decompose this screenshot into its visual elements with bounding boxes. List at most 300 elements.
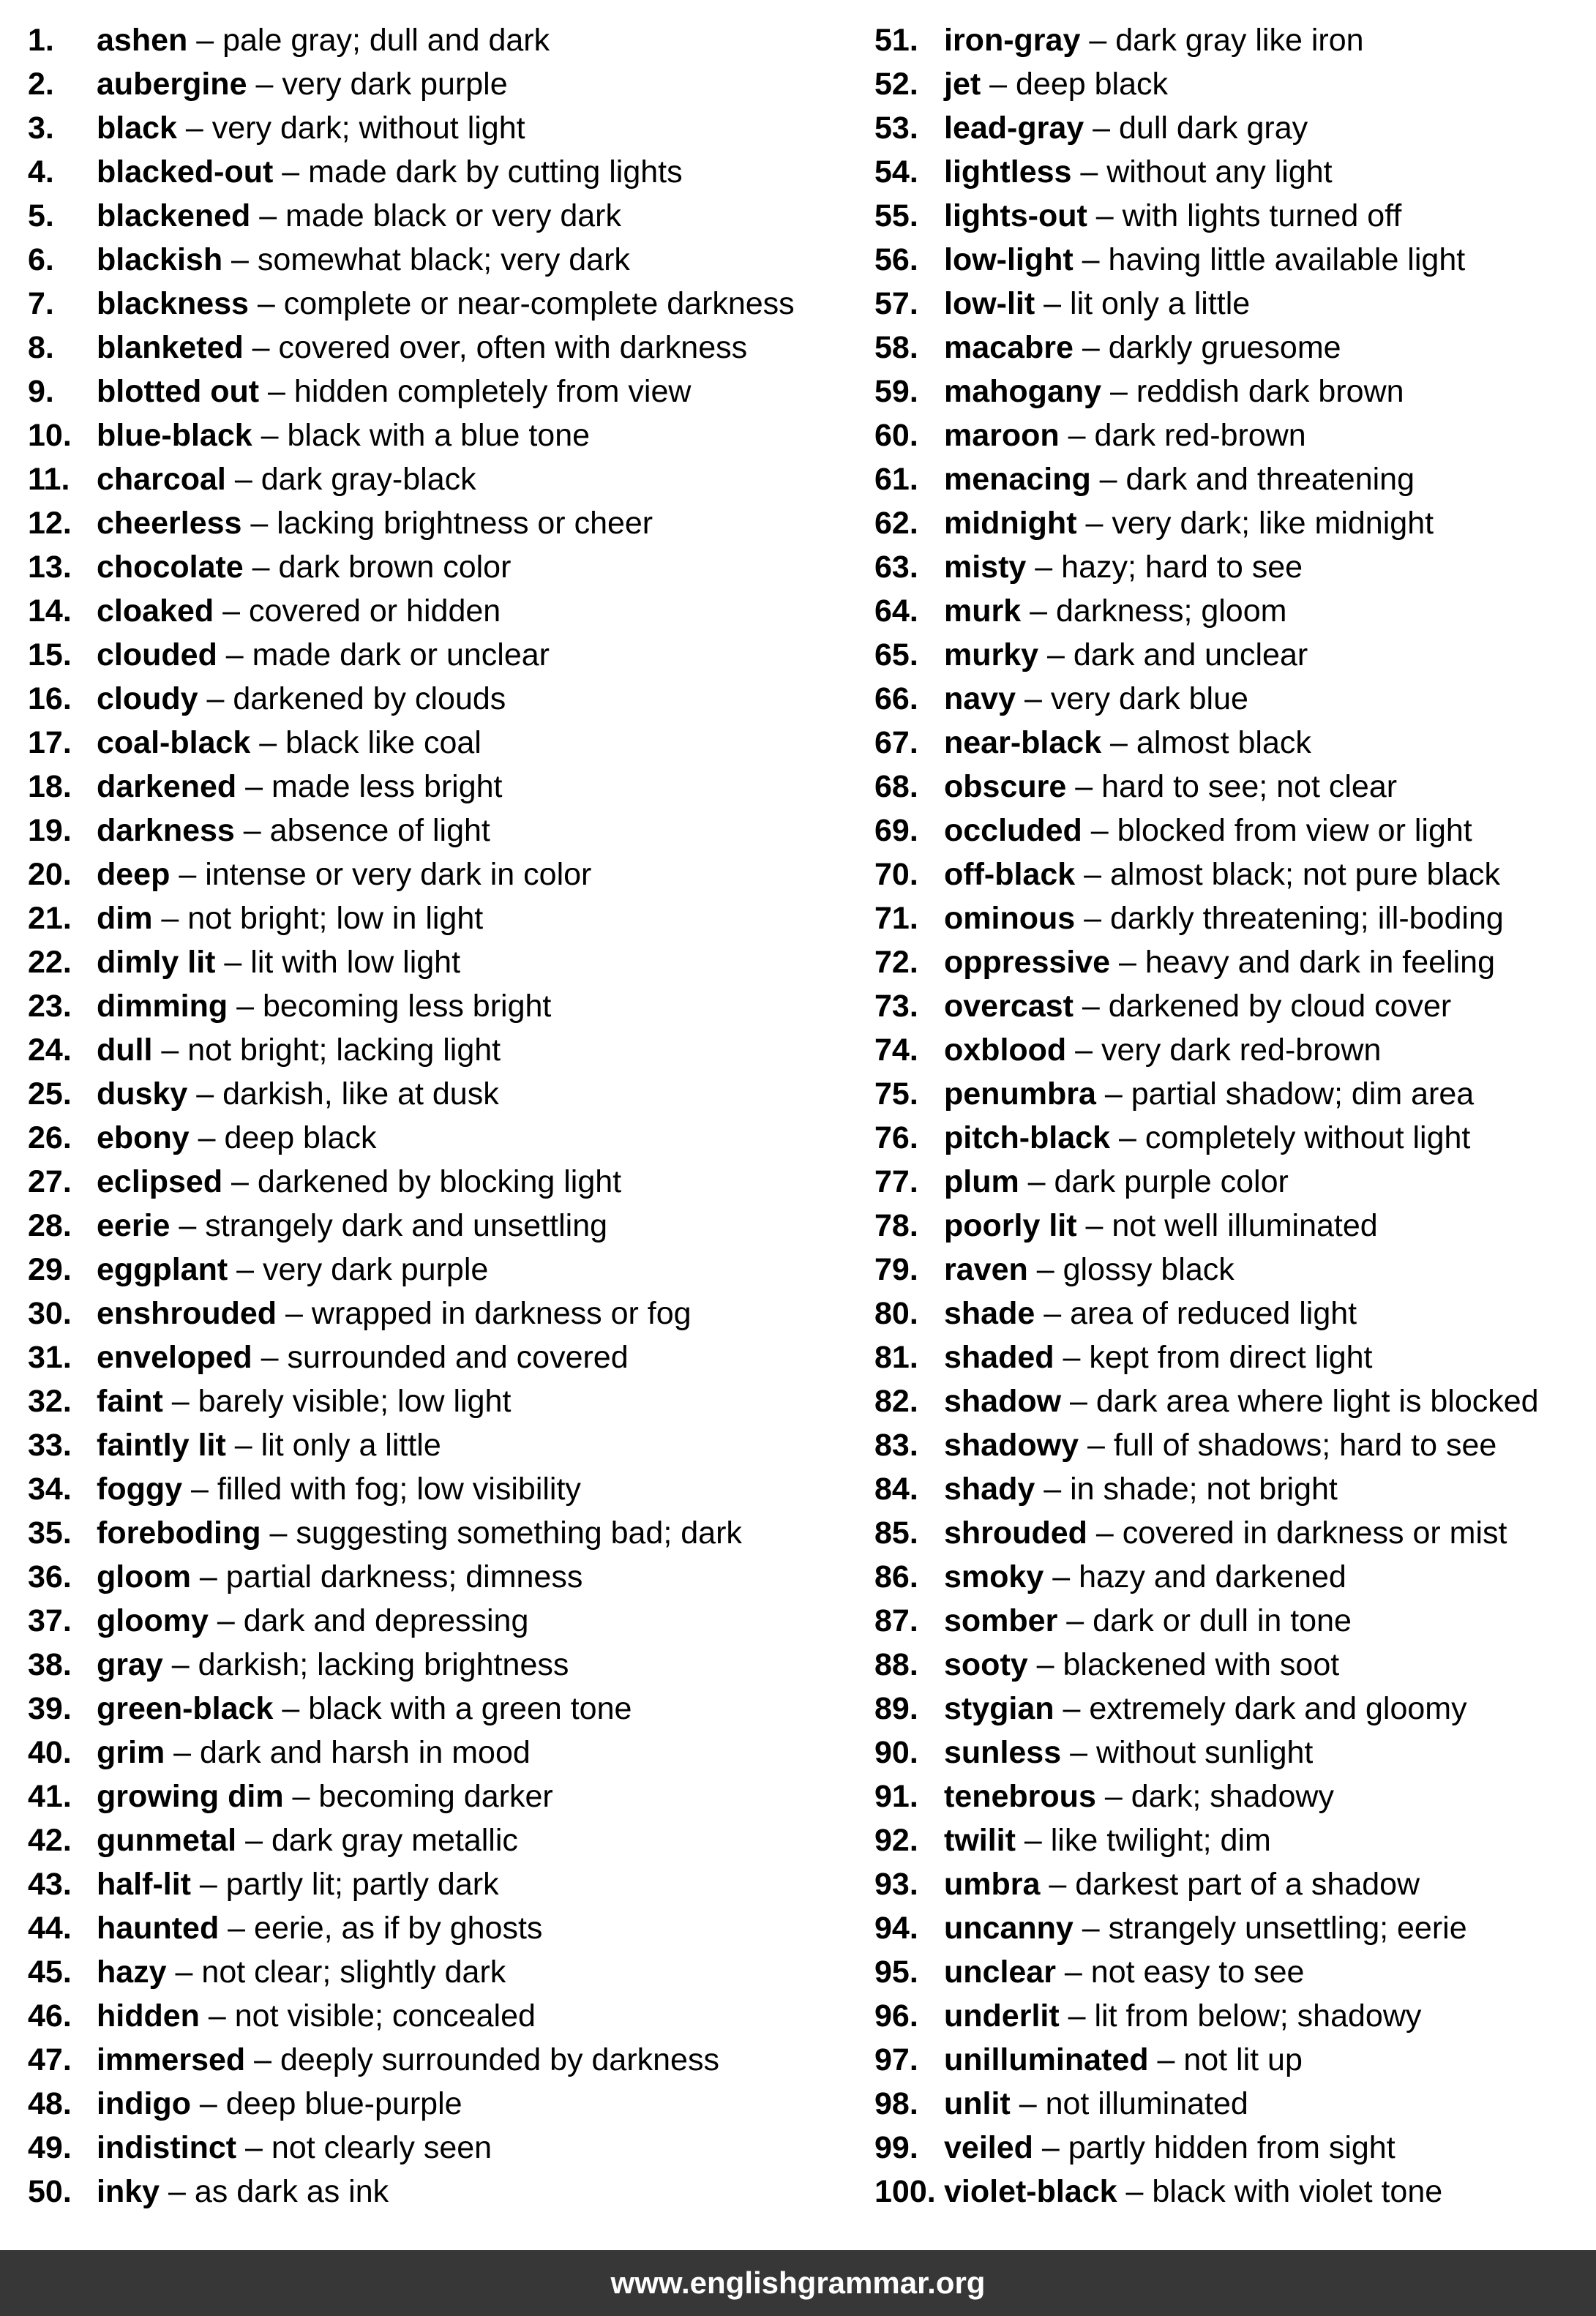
list-item	[874, 809, 1592, 852]
item-word: shade	[944, 1296, 1035, 1331]
item-definition: not clearly seen	[271, 2130, 492, 2165]
item-number: 56.	[874, 242, 918, 277]
item-word: underlit	[944, 1998, 1060, 2034]
item-word: stygian	[944, 1691, 1054, 1726]
list-item	[28, 589, 847, 633]
list-item	[28, 1028, 847, 1072]
item-definition: not easy to see	[1090, 1955, 1305, 1990]
dash-separator: –	[1061, 1384, 1096, 1419]
dash-separator: –	[1073, 989, 1109, 1024]
item-number: 94.	[874, 1911, 918, 1946]
dash-separator: –	[1035, 286, 1071, 321]
list-item	[28, 545, 847, 589]
item-word: aubergine	[97, 67, 247, 102]
item-word: faint	[97, 1384, 163, 1419]
item-word: indistinct	[97, 2130, 237, 2165]
item-number: 96.	[874, 1998, 918, 2034]
dash-separator: –	[1117, 2174, 1153, 2209]
item-definition: dark gray metallic	[271, 1823, 518, 1858]
list-item	[874, 370, 1592, 413]
dash-separator: –	[1075, 901, 1110, 936]
list-item	[874, 282, 1592, 326]
dash-separator: –	[152, 901, 188, 936]
item-number: 47.	[28, 2042, 72, 2077]
item-definition: becoming darker	[318, 1779, 553, 1814]
item-definition: not bright; low in light	[187, 901, 484, 936]
list-item	[28, 62, 847, 106]
dash-separator: –	[236, 2130, 271, 2165]
list-item	[874, 1292, 1592, 1335]
item-definition: dark brown color	[278, 550, 512, 585]
item-definition: blackened with soot	[1063, 1647, 1340, 1682]
item-definition: not lit up	[1183, 2042, 1303, 2077]
list-item	[28, 633, 847, 677]
dash-separator: –	[277, 1296, 312, 1331]
item-number: 23.	[28, 989, 72, 1024]
list-item	[874, 2170, 1592, 2214]
item-definition: black like coal	[285, 725, 482, 760]
item-number: 61.	[874, 462, 918, 497]
dash-separator: –	[1059, 1998, 1095, 2034]
item-word: dim	[97, 901, 153, 936]
item-number: 57.	[874, 286, 918, 321]
item-definition: hazy and darkened	[1079, 1559, 1346, 1594]
item-number: 7.	[28, 286, 54, 321]
list-item	[28, 2038, 847, 2082]
item-definition: lit from below; shadowy	[1094, 1998, 1422, 2034]
item-number: 46.	[28, 1998, 72, 2034]
item-number: 70.	[874, 857, 918, 892]
item-definition: like twilight; dim	[1050, 1823, 1271, 1858]
dash-separator: –	[1090, 462, 1126, 497]
item-word: shaded	[944, 1340, 1054, 1375]
list-item	[874, 1555, 1592, 1599]
item-definition: dark gray-black	[261, 462, 476, 497]
list-item	[28, 194, 847, 238]
footer-banner	[0, 2250, 1596, 2316]
dash-separator: –	[247, 67, 282, 102]
item-number: 15.	[28, 637, 72, 672]
item-definition: made dark by cutting lights	[308, 154, 683, 190]
item-word: occluded	[944, 813, 1082, 848]
item-number: 6.	[28, 242, 54, 277]
word-list-right-column	[874, 18, 1592, 2214]
dash-separator: –	[250, 198, 286, 233]
item-definition: hazy; hard to see	[1061, 550, 1303, 585]
item-definition: darkly gruesome	[1108, 330, 1341, 365]
item-word: low-light	[944, 242, 1074, 277]
item-word: shadow	[944, 1384, 1062, 1419]
item-definition: reddish dark brown	[1136, 374, 1404, 409]
item-word: sooty	[944, 1647, 1028, 1682]
item-word: penumbra	[944, 1076, 1096, 1112]
item-number: 74.	[874, 1033, 918, 1068]
item-definition: area of reduced light	[1070, 1296, 1357, 1331]
dash-separator: –	[228, 989, 263, 1024]
item-number: 1.	[28, 23, 54, 58]
list-item	[874, 1160, 1592, 1204]
item-definition: darkness; gloom	[1055, 593, 1287, 629]
item-definition: strangely unsettling; eerie	[1108, 1911, 1467, 1946]
list-item	[874, 589, 1592, 633]
dash-separator: –	[1066, 769, 1102, 804]
item-number: 93.	[874, 1867, 918, 1902]
item-number: 4.	[28, 154, 54, 190]
dash-separator: –	[176, 110, 212, 146]
dash-separator: –	[250, 725, 286, 760]
item-word: dull	[97, 1033, 153, 1068]
item-word: half-lit	[97, 1867, 191, 1902]
item-definition: partial darkness; dimness	[225, 1559, 583, 1594]
item-word: chocolate	[97, 550, 244, 585]
item-definition: with lights turned off	[1122, 198, 1402, 233]
item-word: macabre	[944, 330, 1074, 365]
list-item	[28, 18, 847, 62]
item-word: tenebrous	[944, 1779, 1096, 1814]
item-definition: darkest part of a shadow	[1075, 1867, 1420, 1902]
item-definition: glossy black	[1063, 1252, 1235, 1287]
dash-separator: –	[1061, 1735, 1096, 1770]
item-word: violet-black	[944, 2174, 1117, 2209]
item-definition: very dark; without light	[211, 110, 525, 146]
item-word: cloudy	[97, 681, 198, 716]
dash-separator: –	[1080, 23, 1116, 58]
dash-separator: –	[243, 550, 279, 585]
dash-separator: –	[1073, 242, 1109, 277]
item-number: 72.	[874, 945, 918, 980]
item-definition: dark or dull in tone	[1093, 1603, 1352, 1638]
list-item	[28, 1072, 847, 1116]
list-item	[874, 2126, 1592, 2170]
item-definition: partial shadow; dim area	[1131, 1076, 1475, 1112]
dash-separator: –	[182, 1472, 217, 1507]
dash-separator: –	[170, 1208, 206, 1243]
item-definition: in shade; not bright	[1070, 1472, 1338, 1507]
dash-separator: –	[234, 813, 270, 848]
item-word: unlit	[944, 2086, 1011, 2121]
list-item	[28, 1292, 847, 1335]
item-number: 9.	[28, 374, 54, 409]
item-definition: kept from direct light	[1089, 1340, 1373, 1375]
item-word: unilluminated	[944, 2042, 1149, 2077]
item-word: unclear	[944, 1955, 1056, 1990]
item-definition: darkened by clouds	[233, 681, 506, 716]
list-item	[874, 984, 1592, 1028]
list-item	[28, 1467, 847, 1511]
item-definition: completely without light	[1144, 1120, 1471, 1155]
item-number: 97.	[874, 2042, 918, 2077]
item-number: 98.	[874, 2086, 918, 2121]
item-number: 8.	[28, 330, 54, 365]
item-number: 33.	[28, 1428, 72, 1463]
dash-separator: –	[236, 769, 272, 804]
dash-separator: –	[222, 242, 258, 277]
dash-separator: –	[261, 1515, 296, 1551]
dash-separator: –	[1015, 1823, 1051, 1858]
list-item	[28, 413, 847, 457]
item-word: charcoal	[97, 462, 226, 497]
list-item	[874, 1511, 1592, 1555]
item-number: 82.	[874, 1384, 918, 1419]
dash-separator: –	[1075, 857, 1110, 892]
item-definition: made dark or unclear	[252, 637, 550, 672]
dash-separator: –	[1057, 1603, 1093, 1638]
item-definition: very dark purple	[262, 1252, 489, 1287]
list-item	[874, 677, 1592, 721]
item-number: 21.	[28, 901, 72, 936]
item-definition: absence of light	[269, 813, 490, 848]
dash-separator: –	[1059, 418, 1095, 453]
dash-separator: –	[225, 462, 261, 497]
item-definition: deep black	[1016, 67, 1168, 102]
item-word: sunless	[944, 1735, 1062, 1770]
item-word: blotted out	[97, 374, 260, 409]
dash-separator: –	[187, 23, 223, 58]
dash-separator: –	[160, 2174, 195, 2209]
item-word: uncanny	[944, 1911, 1074, 1946]
item-definition: deep black	[224, 1120, 377, 1155]
item-number: 100.	[874, 2174, 936, 2209]
item-definition: partly lit; partly dark	[225, 1867, 499, 1902]
item-number: 78.	[874, 1208, 918, 1243]
item-word: obscure	[944, 769, 1067, 804]
item-number: 12.	[28, 506, 72, 541]
item-number: 38.	[28, 1647, 72, 1682]
item-definition: full of shadows; hard to see	[1113, 1428, 1497, 1463]
list-item	[874, 2082, 1592, 2126]
list-item	[28, 765, 847, 809]
dash-separator: –	[1110, 1120, 1145, 1155]
item-definition: very dark; like midnight	[1112, 506, 1434, 541]
list-item	[28, 1731, 847, 1775]
item-word: gloom	[97, 1559, 191, 1594]
item-number: 10.	[28, 418, 72, 453]
list-item	[28, 326, 847, 370]
item-number: 79.	[874, 1252, 918, 1287]
dash-separator: –	[152, 1033, 188, 1068]
list-item	[874, 1775, 1592, 1818]
item-definition: black with violet tone	[1152, 2174, 1443, 2209]
list-item	[874, 1072, 1592, 1116]
list-item	[28, 1511, 847, 1555]
item-number: 89.	[874, 1691, 918, 1726]
list-item	[28, 1379, 847, 1423]
list-item	[28, 1687, 847, 1731]
item-number: 58.	[874, 330, 918, 365]
dash-separator: –	[1073, 1911, 1109, 1946]
item-number: 90.	[874, 1735, 918, 1770]
item-word: gunmetal	[97, 1823, 237, 1858]
dash-separator: –	[1095, 1076, 1131, 1112]
item-number: 63.	[874, 550, 918, 585]
dash-separator: –	[1038, 637, 1074, 672]
list-item	[28, 2126, 847, 2170]
dash-separator: –	[1082, 813, 1117, 848]
item-number: 59.	[874, 374, 918, 409]
list-item	[874, 326, 1592, 370]
item-definition: dull dark gray	[1119, 110, 1308, 146]
item-word: dimming	[97, 989, 228, 1024]
dash-separator: –	[1040, 1867, 1076, 1902]
dash-separator: –	[219, 1911, 255, 1946]
item-word: enveloped	[97, 1340, 252, 1375]
item-word: mahogany	[944, 374, 1102, 409]
list-item	[28, 1906, 847, 1950]
item-definition: as dark as ink	[194, 2174, 389, 2209]
item-number: 20.	[28, 857, 72, 892]
item-definition: dark purple color	[1054, 1164, 1289, 1199]
item-definition: somewhat black; very dark	[257, 242, 630, 277]
list-item	[28, 940, 847, 984]
list-item	[874, 1423, 1592, 1467]
item-word: cloaked	[97, 593, 214, 629]
item-definition: darkened by cloud cover	[1108, 989, 1452, 1024]
dash-separator: –	[236, 1823, 271, 1858]
item-definition: deeply surrounded by darkness	[280, 2042, 719, 2077]
list-item	[28, 1994, 847, 2038]
item-word: oxblood	[944, 1033, 1067, 1068]
item-number: 65.	[874, 637, 918, 672]
item-definition: lit only a little	[1070, 286, 1251, 321]
item-word: dusky	[97, 1076, 188, 1112]
item-number: 24.	[28, 1033, 72, 1068]
item-number: 54.	[874, 154, 918, 190]
item-number: 68.	[874, 769, 918, 804]
list-item	[28, 984, 847, 1028]
list-item	[874, 1335, 1592, 1379]
list-item	[874, 1467, 1592, 1511]
item-definition: lit only a little	[261, 1428, 441, 1463]
item-definition: made less bright	[271, 769, 503, 804]
list-item	[874, 633, 1592, 677]
item-word: murk	[944, 593, 1022, 629]
item-word: twilit	[944, 1823, 1016, 1858]
list-item	[874, 238, 1592, 282]
item-number: 34.	[28, 1472, 72, 1507]
dash-separator: –	[1027, 1252, 1063, 1287]
list-item	[874, 852, 1592, 896]
item-word: ashen	[97, 23, 188, 58]
item-definition: extremely dark and gloomy	[1089, 1691, 1467, 1726]
item-definition: not visible; concealed	[234, 1998, 536, 2034]
item-word: plum	[944, 1164, 1019, 1199]
dash-separator: –	[1035, 1296, 1071, 1331]
dash-separator: –	[1016, 681, 1051, 716]
item-word: veiled	[944, 2130, 1033, 2165]
dash-separator: –	[214, 593, 249, 629]
dash-separator: –	[1148, 2042, 1184, 2077]
list-item	[28, 1423, 847, 1467]
item-definition: not illuminated	[1045, 2086, 1248, 2121]
item-number: 66.	[874, 681, 918, 716]
item-number: 17.	[28, 725, 72, 760]
dash-separator: –	[1071, 154, 1107, 190]
dash-separator: –	[190, 1867, 226, 1902]
item-definition: deep blue-purple	[225, 2086, 462, 2121]
item-word: shrouded	[944, 1515, 1087, 1551]
item-word: poorly lit	[944, 1208, 1077, 1243]
item-word: shadowy	[944, 1428, 1079, 1463]
list-item	[28, 1555, 847, 1599]
list-item	[874, 62, 1592, 106]
item-definition: barely visible; low light	[198, 1384, 512, 1419]
item-number: 19.	[28, 813, 72, 848]
item-number: 41.	[28, 1779, 72, 1814]
item-number: 53.	[874, 110, 918, 146]
dash-separator: –	[1079, 1428, 1114, 1463]
dash-separator: –	[1084, 110, 1120, 146]
list-item	[874, 1643, 1592, 1687]
item-word: maroon	[944, 418, 1060, 453]
item-word: foggy	[97, 1472, 183, 1507]
item-definition: pale gray; dull and dark	[222, 23, 550, 58]
item-number: 73.	[874, 989, 918, 1024]
dash-separator: –	[241, 506, 277, 541]
item-word: off-black	[944, 857, 1076, 892]
item-number: 5.	[28, 198, 54, 233]
list-item	[28, 1643, 847, 1687]
item-number: 99.	[874, 2130, 918, 2165]
item-word: lights-out	[944, 198, 1087, 233]
dash-separator: –	[217, 637, 252, 672]
item-number: 31.	[28, 1340, 72, 1375]
dash-separator: –	[245, 2042, 280, 2077]
dash-separator: –	[190, 2086, 226, 2121]
item-word: smoky	[944, 1559, 1044, 1594]
word-list-left-column	[28, 18, 847, 2214]
item-number: 49.	[28, 2130, 72, 2165]
dash-separator: –	[162, 1384, 198, 1419]
item-word: overcast	[944, 989, 1074, 1024]
dash-separator: –	[187, 1076, 223, 1112]
dash-separator: –	[162, 1647, 198, 1682]
list-item	[28, 282, 847, 326]
item-word: inky	[97, 2174, 160, 2209]
list-item	[28, 1775, 847, 1818]
item-definition: dark area where light is blocked	[1095, 1384, 1539, 1419]
item-definition: not bright; lacking light	[187, 1033, 501, 1068]
list-item	[28, 1116, 847, 1160]
item-definition: darkish, like at dusk	[222, 1076, 499, 1112]
item-word: somber	[944, 1603, 1058, 1638]
dash-separator: –	[165, 1735, 200, 1770]
dash-separator: –	[1027, 1647, 1063, 1682]
item-number: 69.	[874, 813, 918, 848]
item-word: eerie	[97, 1208, 171, 1243]
list-item	[874, 1687, 1592, 1731]
item-definition: very dark blue	[1050, 681, 1248, 716]
item-word: dimly lit	[97, 945, 216, 980]
item-definition: not well illuminated	[1112, 1208, 1378, 1243]
item-word: blackness	[97, 286, 249, 321]
item-definition: partly hidden from sight	[1068, 2130, 1395, 2165]
item-word: blacked-out	[97, 154, 274, 190]
item-definition: lit with low light	[250, 945, 461, 980]
item-number: 39.	[28, 1691, 72, 1726]
item-word: darkness	[97, 813, 235, 848]
item-number: 25.	[28, 1076, 72, 1112]
list-item	[874, 545, 1592, 589]
item-definition: without sunlight	[1095, 1735, 1314, 1770]
item-definition: wrapped in darkness or fog	[311, 1296, 692, 1331]
dash-separator: –	[1087, 198, 1123, 233]
item-definition: dark; shadowy	[1131, 1779, 1334, 1814]
item-definition: covered in darkness or mist	[1122, 1515, 1507, 1551]
list-item	[28, 457, 847, 501]
item-word: lightless	[944, 154, 1072, 190]
dash-separator: –	[1054, 1691, 1090, 1726]
list-item	[28, 1862, 847, 1906]
